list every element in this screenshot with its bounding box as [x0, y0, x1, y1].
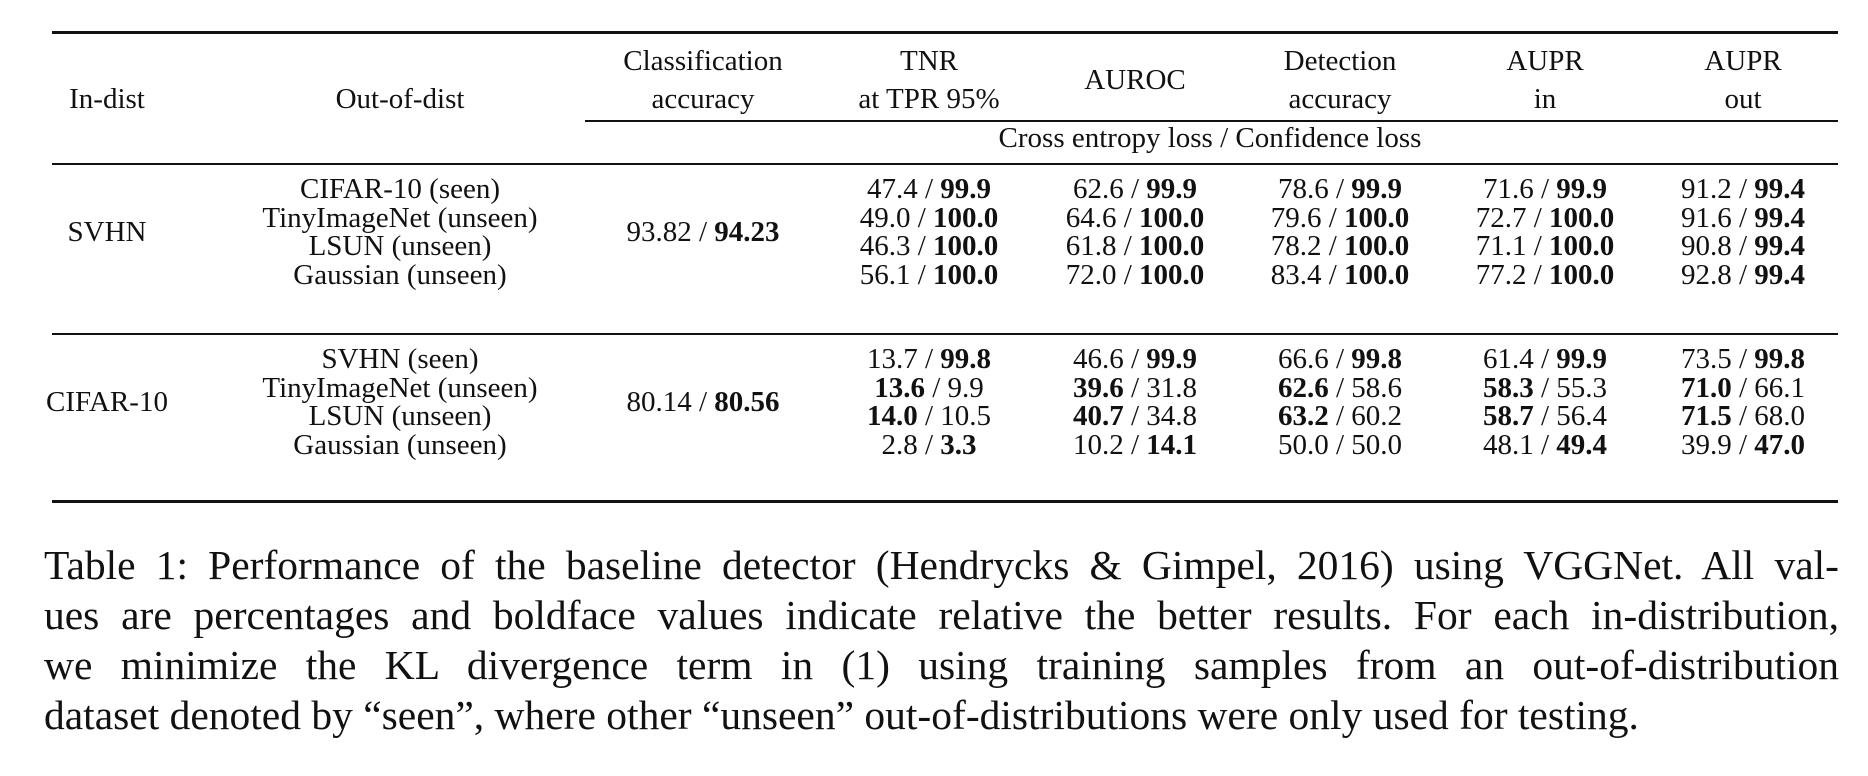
auroc-cell: 46.6 / 99.9 — [1072, 343, 1198, 375]
auroc-cell: 61.8 / 100.0 — [1065, 230, 1205, 262]
detection-accuracy-cell: 63.2 / 60.2 — [1277, 400, 1403, 432]
tnr-cell: 49.0 / 100.0 — [859, 201, 999, 234]
detection-accuracy-cell: 62.6 / 58.6 — [1277, 371, 1403, 404]
aupr-in-cell: 58.3 / 55.3 — [1482, 371, 1608, 404]
header-classification-accuracy-line2: accuracy — [651, 83, 755, 115]
header-bottom-rule — [52, 163, 1838, 165]
header-detection-accuracy-line1: Detection — [1283, 45, 1397, 77]
aupr-out-cell: 39.9 / 47.0 — [1680, 428, 1806, 461]
out-of-dist-label: TinyImageNet (unseen) — [262, 201, 538, 234]
aupr-in-cell: 71.1 / 100.0 — [1475, 230, 1615, 262]
group-separator-rule — [52, 333, 1838, 335]
auroc-cell: 72.0 / 100.0 — [1065, 258, 1205, 291]
caption-line: ues are percentages and boldface values indicate relative the better results. For each in-distribution, — [44, 592, 1839, 638]
auroc-cell: 40.7 / 34.8 — [1072, 400, 1198, 432]
table-caption — [44, 540, 1839, 740]
tnr-cell: 13.6 / 9.9 — [874, 371, 984, 404]
aupr-in-cell: 72.7 / 100.0 — [1475, 201, 1615, 234]
out-of-dist-label: LSUN (unseen) — [308, 230, 492, 262]
header-detection-accuracy-line2: accuracy — [1288, 83, 1392, 115]
caption-line: we minimize the KL divergence term in (1) using training samples from an out-of-distribution — [44, 642, 1839, 688]
tnr-cell: 56.1 / 100.0 — [859, 258, 999, 291]
caption-line: Table 1: Performance of the baseline detector (Hendrycks & Gimpel, 2016) using VGGNet. All val- — [44, 542, 1839, 588]
header-aupr-in-line1: AUPR — [1506, 45, 1584, 77]
tnr-cell: 13.7 / 99.8 — [866, 343, 992, 375]
auroc-cell: 10.2 / 14.1 — [1072, 428, 1198, 461]
aupr-in-cell: 77.2 / 100.0 — [1475, 258, 1615, 291]
auroc-cell: 39.6 / 31.8 — [1072, 371, 1198, 404]
detection-accuracy-cell: 83.4 / 100.0 — [1270, 258, 1410, 291]
out-of-dist-label: CIFAR-10 (seen) — [299, 173, 501, 205]
detection-accuracy-cell: 79.6 / 100.0 — [1270, 201, 1410, 234]
header-aupr-out-line1: AUPR — [1704, 45, 1782, 77]
header-subheader-loss: Cross entropy loss / Confidence loss — [998, 122, 1422, 154]
tnr-cell: 14.0 / 10.5 — [866, 400, 992, 432]
in-dist-label: SVHN — [67, 215, 147, 248]
aupr-in-cell: 61.4 / 99.9 — [1482, 343, 1608, 375]
header-tnr-line1: TNR — [900, 45, 958, 77]
aupr-out-cell: 73.5 / 99.8 — [1680, 343, 1806, 375]
caption-line: dataset denoted by “seen”, where other “unseen” out-of-distributions were only used for testing. — [44, 692, 1639, 738]
out-of-dist-label: TinyImageNet (unseen) — [262, 371, 538, 404]
auroc-cell: 64.6 / 100.0 — [1065, 201, 1205, 234]
detection-accuracy-cell: 78.6 / 99.9 — [1277, 173, 1403, 205]
aupr-out-cell: 91.2 / 99.4 — [1680, 173, 1806, 205]
aupr-out-cell: 92.8 / 99.4 — [1680, 258, 1806, 291]
top-rule — [52, 31, 1838, 34]
header-aupr-in-line2: in — [1533, 83, 1557, 115]
aupr-out-cell: 91.6 / 99.4 — [1680, 201, 1806, 234]
out-of-dist-label: LSUN (unseen) — [308, 400, 492, 432]
header-aupr-out-line2: out — [1724, 83, 1762, 115]
detection-accuracy-cell: 66.6 / 99.8 — [1277, 343, 1403, 375]
tnr-cell: 2.8 / 3.3 — [881, 428, 977, 461]
header-tnr-line2: at TPR 95% — [858, 83, 1000, 115]
detection-accuracy-cell: 78.2 / 100.0 — [1270, 230, 1410, 262]
aupr-in-cell: 48.1 / 49.4 — [1482, 428, 1608, 461]
in-dist-label: CIFAR-10 — [46, 385, 168, 418]
classification-accuracy-cell: 80.14 / 80.56 — [626, 385, 780, 418]
auroc-cell: 62.6 / 99.9 — [1072, 173, 1198, 205]
aupr-in-cell: 71.6 / 99.9 — [1482, 173, 1608, 205]
header-out-of-dist: Out-of-dist — [335, 83, 465, 115]
header-classification-accuracy-line1: Classification — [623, 45, 783, 77]
out-of-dist-label: SVHN (seen) — [321, 343, 479, 375]
detection-accuracy-cell: 50.0 / 50.0 — [1277, 428, 1403, 461]
classification-accuracy-cell: 93.82 / 94.23 — [626, 215, 780, 248]
out-of-dist-label: Gaussian (unseen) — [293, 258, 507, 291]
tnr-cell: 46.3 / 100.0 — [859, 230, 999, 262]
header-auroc: AUROC — [1084, 64, 1186, 96]
tnr-cell: 47.4 / 99.9 — [866, 173, 992, 205]
aupr-in-cell: 58.7 / 56.4 — [1482, 400, 1608, 432]
aupr-out-cell: 71.5 / 68.0 — [1680, 400, 1806, 432]
out-of-dist-label: Gaussian (unseen) — [293, 428, 507, 461]
bottom-rule — [52, 500, 1838, 503]
aupr-out-cell: 90.8 / 99.4 — [1680, 230, 1806, 262]
aupr-out-cell: 71.0 / 66.1 — [1680, 371, 1806, 404]
header-in-dist: In-dist — [69, 83, 145, 115]
